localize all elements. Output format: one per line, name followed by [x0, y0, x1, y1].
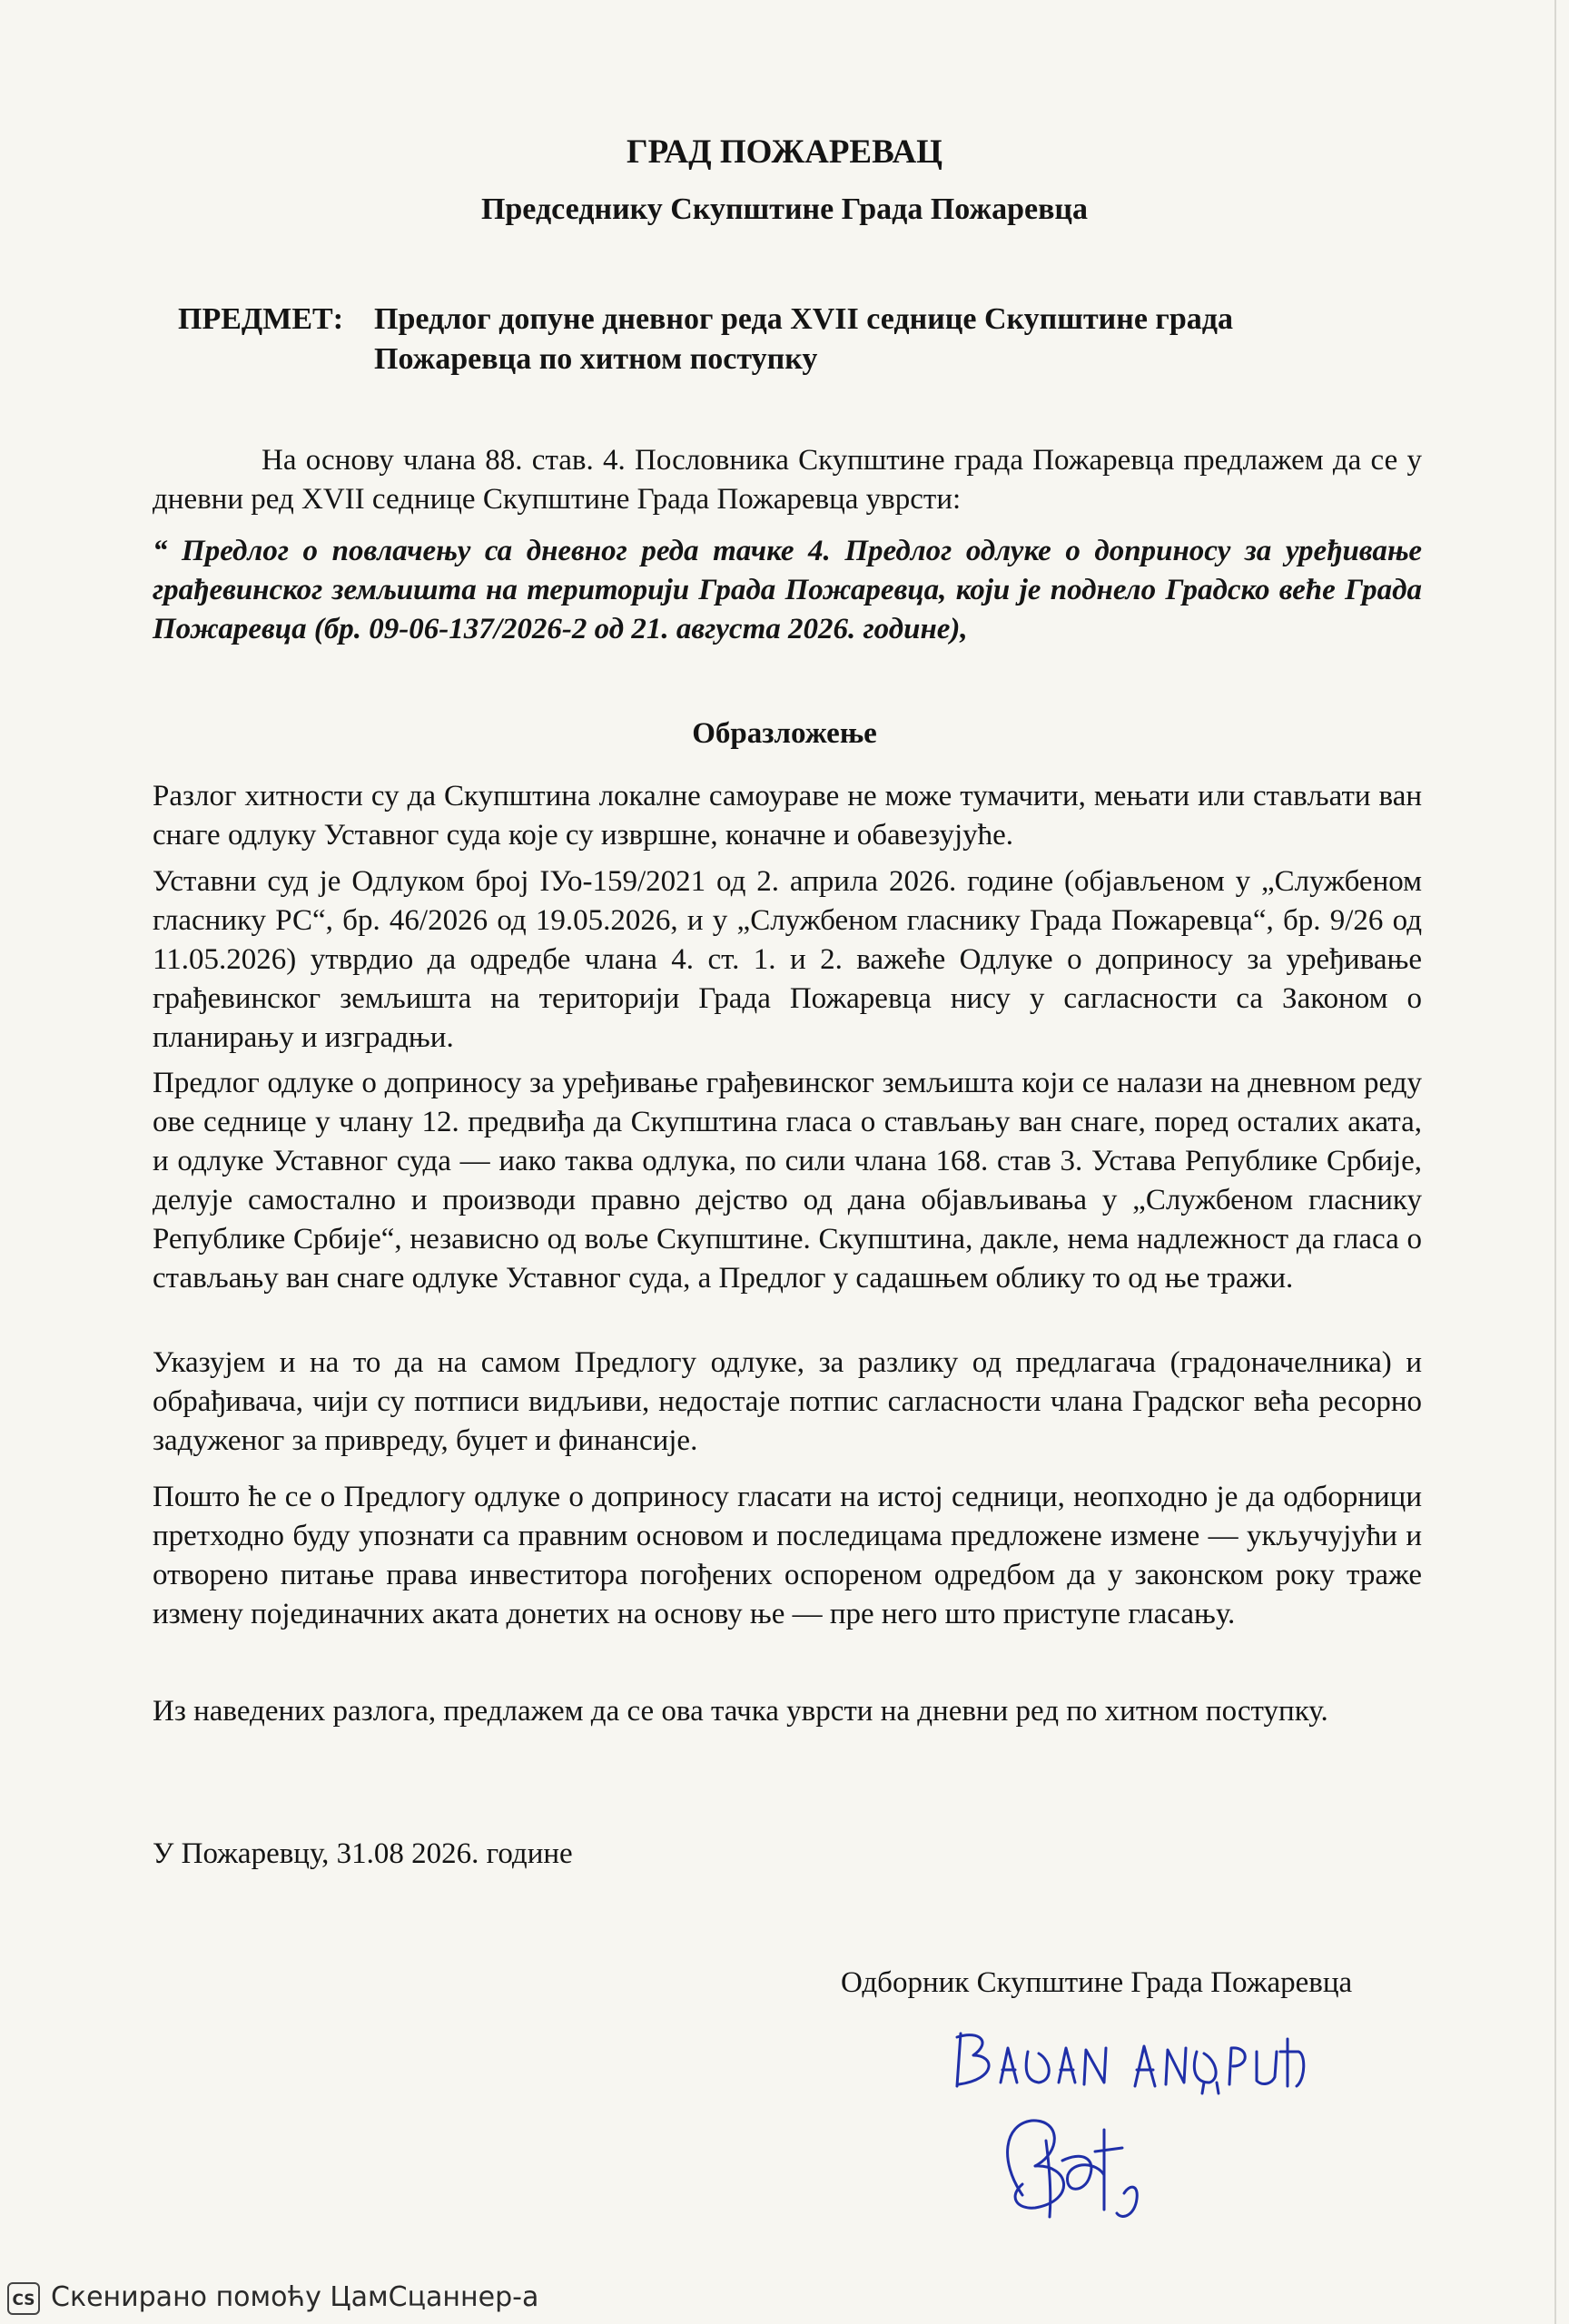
proposal-quote: “ Предлог о повлачењу са дневног реда тачке 4. Предлог одлуке о доприносу за уређивање грађевинског земљишта на територији Града Пожаревца, који је поднело Градско веће Града Пожаревца (бр. 09-06-137/2026-2 од 21. августа 2026. године), [153, 535, 1422, 645]
reasoning-paragraph: Пошто ће се о Предлогу одлуке о доприносу гласати на истој седници, неопходно је да одборници претходно буду упознати са правним основом и последицама предложене измене — укључујући и отворено питање права инвеститора погођених оспореном одредбом да у законском року траже измену појединачних аката донетих на основу ње — пре него што приступе гласању. [153, 1481, 1422, 1630]
subject-label: ПРЕДМЕТ: [178, 302, 344, 336]
reasoning-heading: Образложење [692, 717, 877, 750]
reasoning-paragraph: Разлог хитности су да Скупштина локалне самоураве не може тумачити, мењати или стављати ван снаге одлуку Уставног суда које су извршне, коначне и обавезујуће. [153, 780, 1422, 852]
intro-paragraph: На основу члана 88. став. 4. Пословника Скупштине града Пожаревца предлажем да се у дневни ред XVII седнице Скупштине Града Пожаревца уврсти: [153, 444, 1422, 516]
subject-block [178, 300, 1233, 379]
city-heading: ГРАД ПОЖАРЕВАЦ [627, 133, 942, 171]
handwritten-signature [944, 2015, 1326, 2251]
subject-line-1: Предлог допуне дневног реда XVII седнице Скупштине града [374, 302, 1233, 336]
reasoning-paragraph: Указујем и на то да на самом Предлогу одлуке, за разлику од предлагача (градоначелника) и обрађивача, чији су потписи видљиви, недостаје потпис сагласности члана Градског већа ресорно задуженог за привреду, буџет и финансије. [153, 1346, 1422, 1457]
reasoning-paragraph: Из наведених разлога, предлажем да се ова тачка уврсти на дневни ред по хитном поступку. [153, 1695, 1328, 1728]
reasoning-paragraph: Уставни суд је Одлуком број IУо-159/2021 од 2. априла 2026. године (објављеном у „Службеном гласнику РС“, бр. 46/2026 од 19.05.2026, и у „Службеном гласнику Града Пожаревца“, бр. 9/26 од 11.05.2026) утврдио да одредбе члана 4. ст. 1. и 2. важеће Одлуке о доприносу за уређивање грађевинског земљишта на територији Града Пожаревца нису у сагласности са Законом о планирању и изградњи. [153, 865, 1422, 1054]
reasoning-paragraph: Предлог одлуке о доприносу за уређивање грађевинског земљишта који се налази на дневном реду ове седнице у члану 12. предвиђа да Скупштина гласа о стављању ван снаге, поред осталих аката, и одлуке Уставног суда — иако таква одлука, по сили члана 168. став 3. Устава Републике Србије, делује самостално и производи правно дејство од дана објављивања у „Службеном гласнику Републике Србије“, независно од воље Скупштине. Скупштина, дакле, нема надлежност да гласа о стављању ван снаге одлуке Уставног суда, а Предлог у садашњем облику то од ње тражи. [153, 1067, 1422, 1295]
signatory-title: Одборник Скупштине Града Пожаревца [841, 1966, 1353, 1999]
recipient-line: Председнику Скупштине Града Пожаревца [480, 192, 1089, 226]
date-line: У Пожаревцу, 31.08 2026. године [153, 1837, 573, 1870]
camscanner-logo-icon: CS [7, 2282, 40, 2315]
scanner-watermark [0, 2275, 1569, 2324]
scan-edge-line [1554, 0, 1556, 2324]
subject-line-2: Пожаревца по хитном поступку [374, 342, 818, 376]
watermark-text: Скенирано помоћу ЦамСцаннер-а [51, 2281, 539, 2313]
